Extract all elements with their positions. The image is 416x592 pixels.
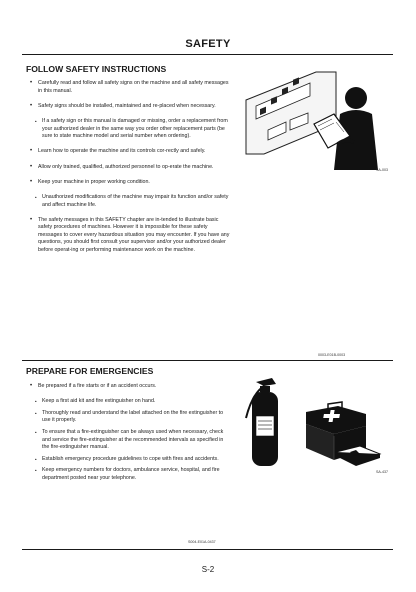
list-item: • To ensure that a fire-extinguisher can be always used when necessary, check and service the fire-extinguisher at the recommended intervals as specified in the fire-extinguisher manual. bbox=[30, 429, 230, 452]
figure-ref: SA-003 bbox=[376, 168, 388, 172]
reading-manual-illustration bbox=[238, 66, 390, 172]
list-item: • Learn how to operate the machine and its controls cor-rectly and safely. bbox=[30, 148, 230, 156]
document-code: S004-E01A-0437 bbox=[188, 540, 216, 544]
list-item: • Keep a first aid kit and fire extinguisher on hand. bbox=[30, 398, 230, 406]
list-item: • Establish emergency procedure guidelines to cope with fires and accidents. bbox=[30, 456, 230, 464]
document-code: 0003-E01B-0003 bbox=[318, 353, 346, 357]
list-item: • Be prepared if a fire starts or if an accident occurs. bbox=[30, 383, 230, 391]
section-title-safety-instructions: FOLLOW SAFETY INSTRUCTIONS bbox=[26, 64, 167, 74]
footer-rule bbox=[22, 549, 393, 550]
page-number: S-2 bbox=[201, 565, 215, 574]
safety-instructions-list bbox=[30, 80, 230, 262]
list-item: • Unauthorized modifications of the machine may impair its function and/or safety and affect machine life. bbox=[30, 194, 230, 209]
list-item: • Allow only trained, qualified, authorized personnel to op-erate the machine. bbox=[30, 164, 230, 172]
emergency-equipment-illustration bbox=[238, 374, 390, 470]
list-item: • Thoroughly read and understand the label attached on the fire extinguisher to use it properly. bbox=[30, 410, 230, 425]
emergency-list bbox=[30, 383, 230, 487]
list-item: • If a safety sign or this manual is damaged or missing, order a replacement from your authorized dealer in the same way you order other replacement parts (be sure to state machine model and serial number when ordering). bbox=[30, 118, 230, 141]
list-item: • Keep emergency numbers for doctors, ambulance service, hospital, and fire department posted near your telephone. bbox=[30, 467, 230, 482]
section-divider bbox=[22, 360, 393, 361]
page-title: SAFETY bbox=[185, 38, 231, 50]
section-title-emergencies: PREPARE FOR EMERGENCIES bbox=[26, 366, 154, 376]
list-item: • Safety signs should be installed, maintained and re-placed when necessary. bbox=[30, 103, 230, 111]
list-item: • Keep your machine in proper working condition. bbox=[30, 179, 230, 187]
header-rule bbox=[22, 54, 393, 55]
figure-ref: SA-437 bbox=[376, 470, 388, 474]
list-item: • The safety messages in this SAFETY chapter are in-tended to illustrate basic safety procedures of machines. However it is impossible for these safety messages to cover every hazardous situation you may encounter. If you have any questions, you should first consult your supervisor and/or your authorized dealer before operat-ing or performing maintenance work on the machine. bbox=[30, 217, 230, 255]
list-item: • Carefully read and follow all safety signs on the machine and all safety messages in this manual. bbox=[30, 80, 230, 95]
